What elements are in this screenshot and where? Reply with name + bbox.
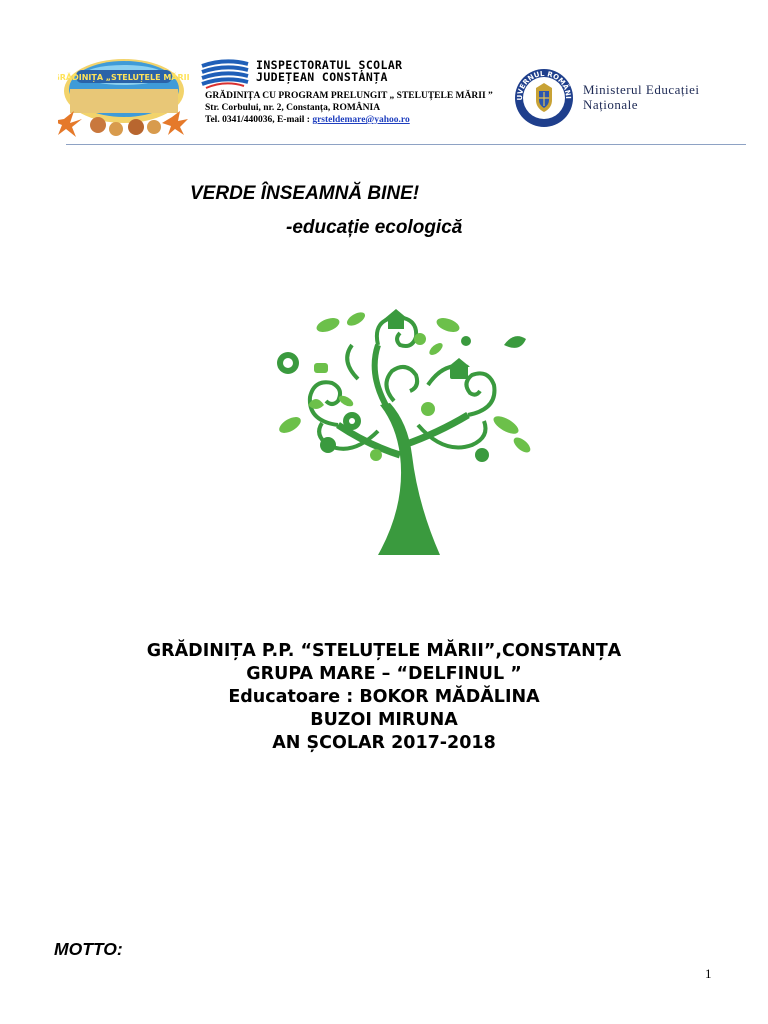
contact-line: [205, 115, 410, 125]
kindergarten-logo: [58, 55, 190, 139]
seal-text: UVERNUL ROMÂNI: [515, 69, 573, 101]
header-divider: [66, 144, 746, 145]
group-name: GRUPA MARE – “DELFINUL ”: [246, 664, 522, 684]
school-name: GRĂDINIȚA P.P. “STELUȚELE MĂRII”,CONSTANȚA: [146, 641, 622, 661]
teacher-line: Educatoare : BOKOR MĂDĂLINA: [228, 687, 540, 707]
ministry-name-line2: Naționale: [583, 97, 639, 112]
page-number: 1: [705, 966, 712, 981]
kindergarten-logo-text: GRĂDINIȚA „STELUȚELE MĂRII”: [58, 73, 190, 82]
email-link[interactable]: grsteldemare@yahoo.ro: [312, 115, 410, 125]
document-subtitle: -educație ecologică: [286, 217, 463, 238]
teacher-second-name: BUZOI MIRUNA: [310, 710, 458, 730]
government-seal-icon: [514, 68, 574, 128]
document-title: VERDE ÎNSEAMNĂ BINE!: [190, 183, 420, 204]
motto-label: MOTTO:: [54, 939, 123, 959]
inspectorate-name-line2: JUDEȚEAN CONSTANȚA: [256, 70, 388, 84]
ministry-name-line1: Ministerul Educației: [583, 82, 700, 97]
kindergarten-name-line: GRĂDINIȚA CU PROGRAM PRELUNGIT „ STELUȚELE MĂRII ”: [205, 91, 493, 101]
school-year: AN ȘCOLAR 2017-2018: [272, 733, 496, 753]
inspectorate-name-line1: INSPECTORATUL ȘCOLAR: [256, 58, 403, 72]
address-line: Str. Corbului, nr. 2, Constanța, ROMÂNIA: [205, 103, 381, 113]
inspectorate-logo-icon: [200, 56, 250, 90]
eco-tree-illustration: [268, 305, 534, 555]
phone-text: Tel. 0341/440036, E-mail :: [205, 115, 313, 125]
